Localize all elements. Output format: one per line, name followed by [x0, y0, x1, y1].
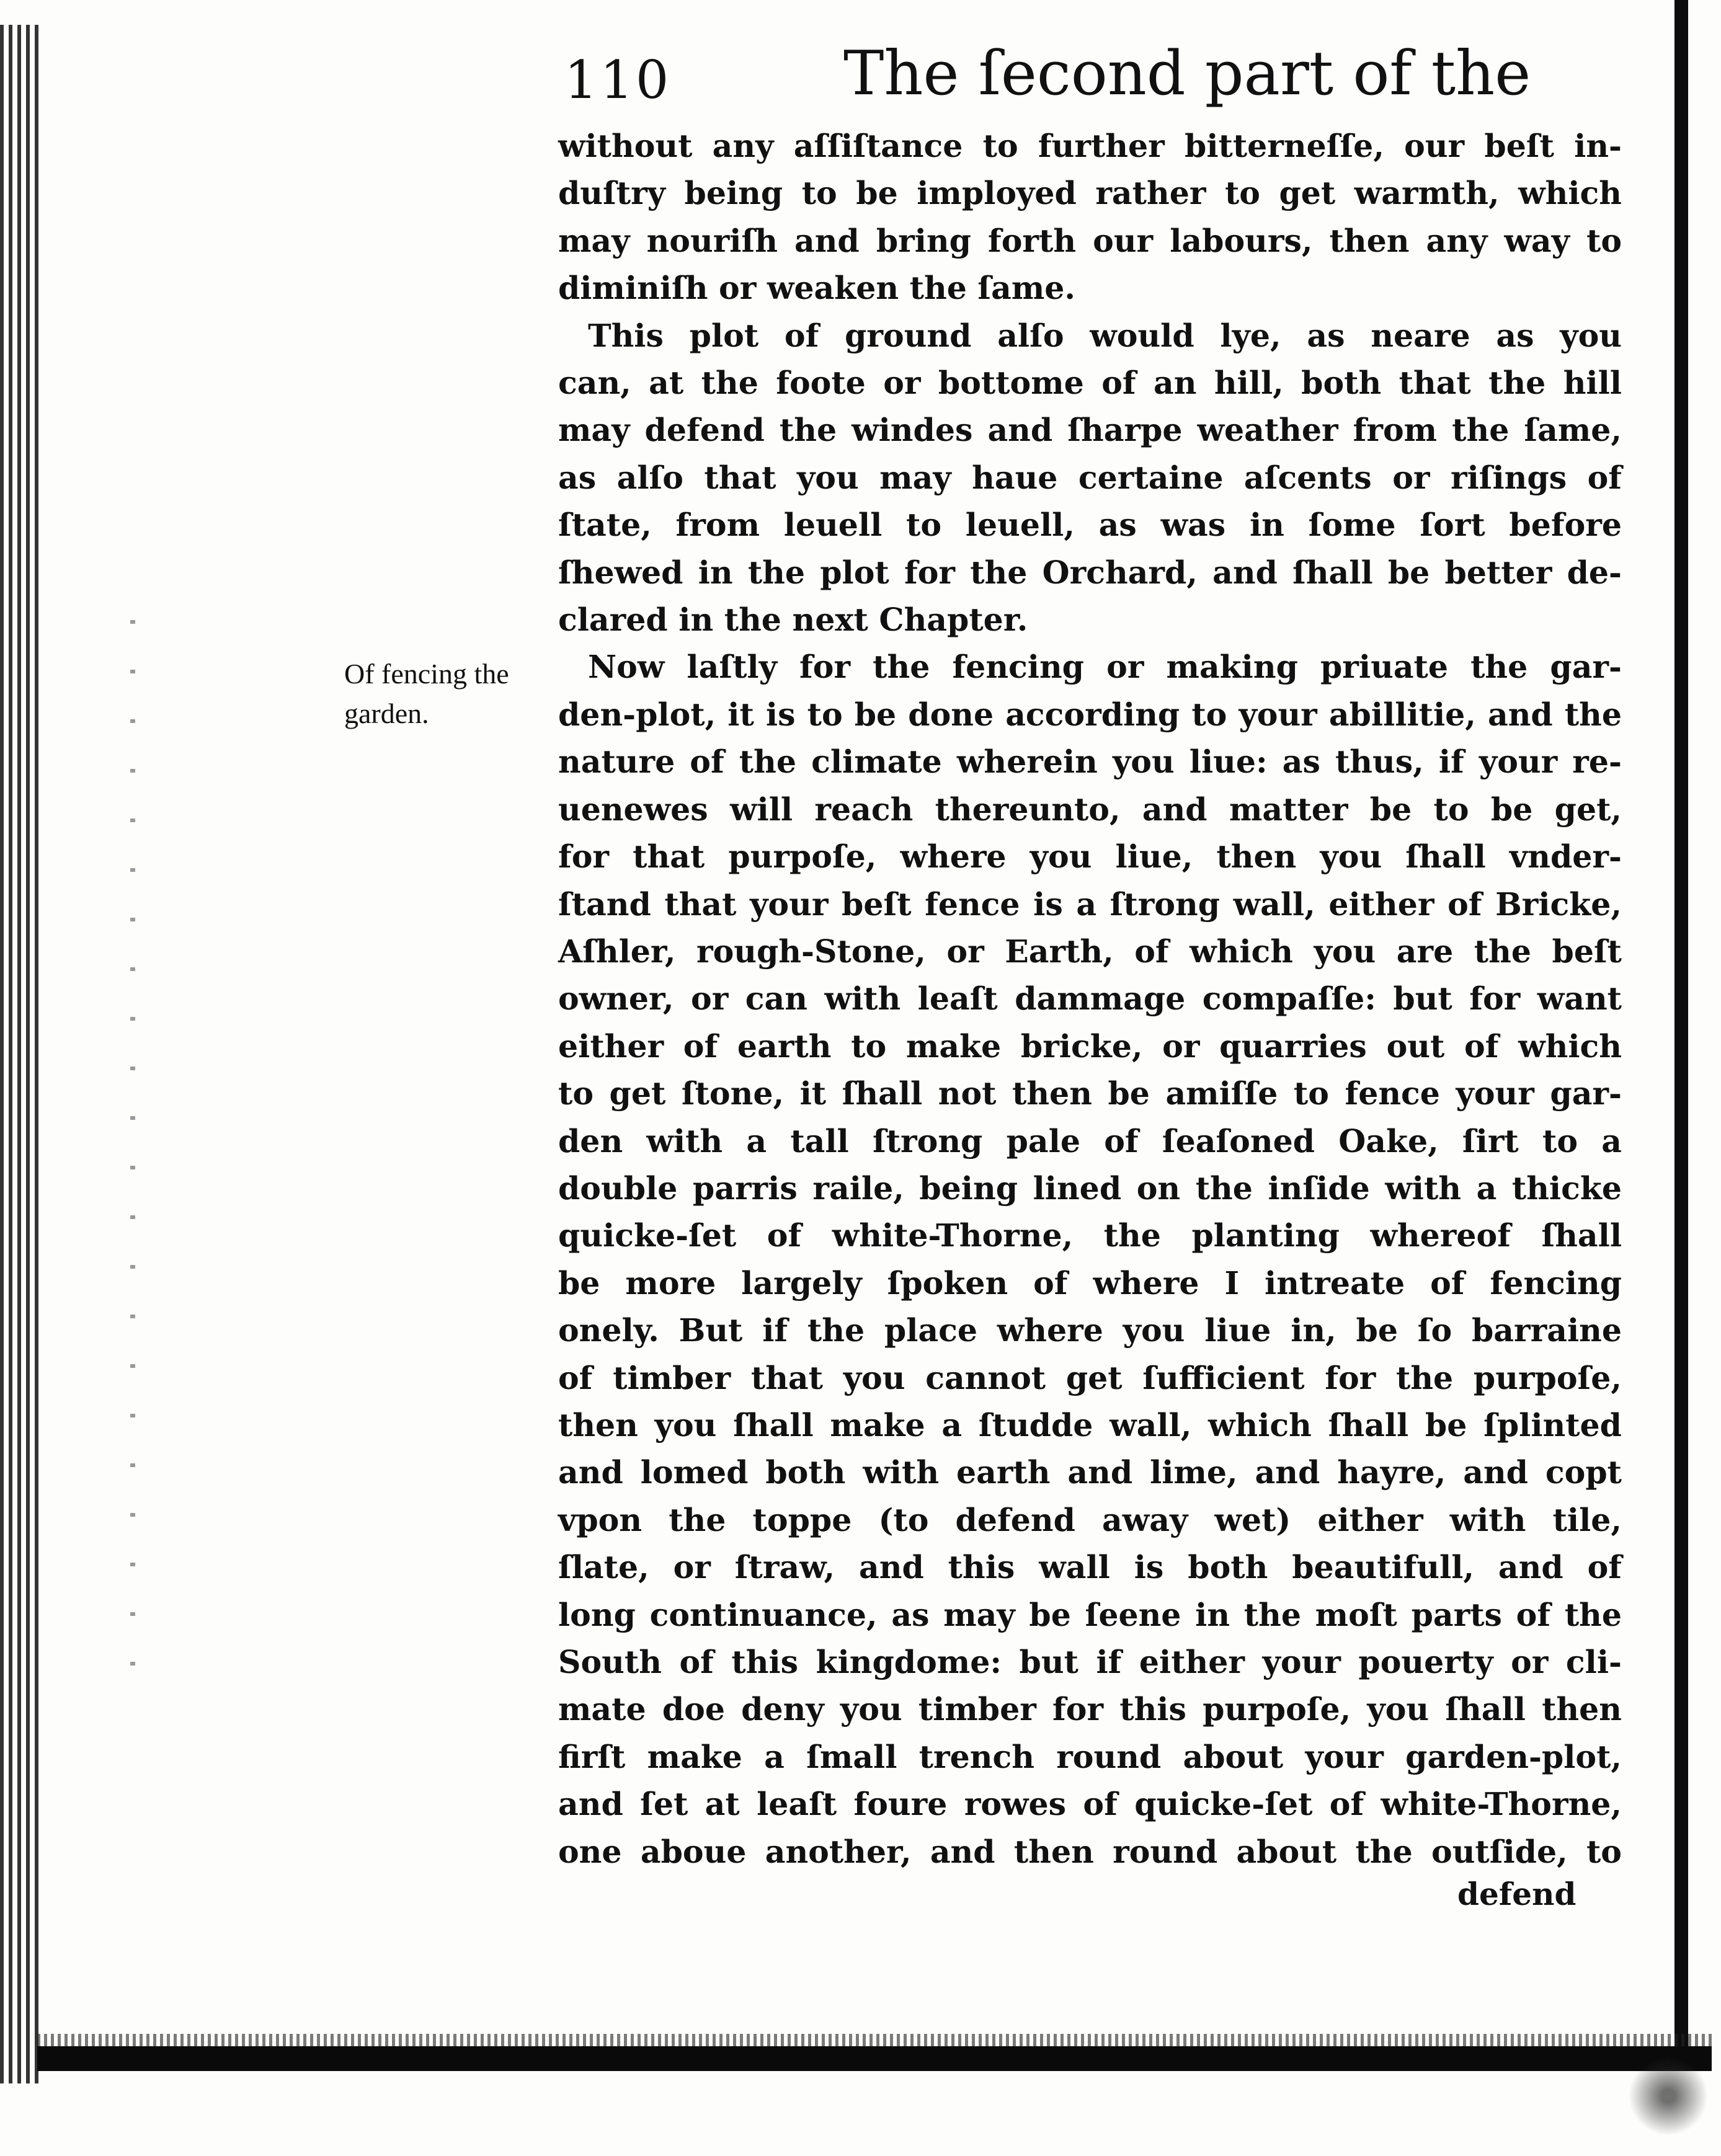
text-line: double parris raile, being lined on the inſide with a thicke: [558, 1169, 1622, 1207]
text-line: then you ſhall make a ſtudde wall, which ſhall be ſplinted: [558, 1406, 1622, 1444]
text-line: be more largely ſpoken of where I intreate of fencing: [558, 1264, 1622, 1302]
text-line: Aſhler, rough-Stone, or Earth, of which you are the beſt: [558, 933, 1622, 970]
text-line: clared in the next Chapter.: [558, 601, 1028, 639]
text-line: ſtand that your beſt fence is a ſtrong wall, either of Bricke,: [558, 885, 1622, 923]
text-line: mate doe deny you timber for this purpoſe, you ſhall then: [558, 1691, 1622, 1728]
text-line: to get ſtone, it ſhall not then be amiſſe to fence your gar-: [558, 1075, 1622, 1112]
text-line: either of earth to make bricke, or quarries out of which: [558, 1027, 1622, 1065]
text-line: firſt make a ſmall trench round about your garden-plot,: [558, 1738, 1622, 1775]
page-bottom-shadow: [37, 2046, 1712, 2071]
body-text: [558, 123, 1622, 1876]
text-line: den-plot, it is to be done according to your abillitie, and the: [558, 696, 1622, 733]
text-line: long continuance, as may be ſeene in the moſt parts of the: [558, 1596, 1622, 1633]
binding-shadow: [0, 25, 43, 2083]
text-line: of timber that you cannot get ſufficient for the purpoſe,: [558, 1359, 1622, 1396]
text-line: may nouriſh and bring forth our labours, then any way to: [558, 222, 1622, 259]
text-line: ſhewed in the plot for the Orchard, and ſhall be better de-: [558, 554, 1622, 591]
text-line: ſtate, from leuell to leuell, as was in ſome ſort before: [558, 507, 1622, 544]
text-line: and ſet at leaſt foure rowes of quicke-ſet of white-Thorne,: [558, 1786, 1622, 1823]
page-edge-shadow: [1674, 0, 1688, 2059]
running-head: The ſecond part of the: [843, 38, 1531, 109]
text-line: uenewes will reach thereunto, and matter be to be get,: [558, 791, 1622, 828]
margin-note-line: garden.: [344, 698, 429, 729]
margin-note: [344, 654, 558, 734]
page-number: 110: [564, 50, 672, 110]
text-line: diminiſh or weaken the ſame.: [558, 270, 1075, 307]
text-line: as alſo that you may haue certaine aſcents or riſings of: [558, 459, 1622, 496]
margin-note-line: Of fencing the: [344, 658, 509, 690]
text-line: Now laſtly for the fencing or making priuate the gar-: [588, 649, 1622, 686]
text-line: without any aſſiſtance to further bitterneſſe, our beſt in-: [558, 128, 1622, 164]
text-line: one aboue another, and then round about the outſide, to: [558, 1833, 1622, 1870]
text-line: may defend the windes and ſharpe weather from the ſame,: [558, 412, 1622, 449]
text-line: This plot of ground alſo would lye, as neare as you: [588, 317, 1622, 354]
text-line: onely. But if the place where you liue in, be ſo barraine: [558, 1312, 1622, 1349]
text-line: ſlate, or ſtraw, and this wall is both beautifull, and of: [558, 1549, 1622, 1586]
text-line: and lomed both with earth and lime, and hayre, and copt: [558, 1454, 1622, 1491]
catchword: defend: [1457, 1876, 1576, 1912]
text-line: quicke-ſet of white-Thorne, the planting whereof ſhall: [558, 1217, 1622, 1254]
text-line: den with a tall ſtrong pale of ſeaſoned Oake, ſirt to a: [558, 1122, 1622, 1160]
scan-specks: [130, 620, 135, 1674]
corner-smudge: [1625, 2046, 1712, 2145]
text-line: South of this kingdome: but if either your pouerty or cli-: [558, 1644, 1622, 1680]
text-line: can, at the foote or bottome of an hill, both that the hill: [558, 365, 1622, 402]
text-line: nature of the climate wherein you liue: as thus, if your re-: [558, 743, 1622, 781]
text-line: for that purpoſe, where you liue, then you ſhall vnder-: [558, 838, 1622, 876]
text-line: duſtry being to be imployed rather to get warmth, which: [558, 175, 1622, 212]
text-line: owner, or can with leaſt dammage compaſſe: but for want: [558, 980, 1622, 1018]
text-line: vpon the toppe (to defend away wet) either with tile,: [558, 1501, 1622, 1538]
